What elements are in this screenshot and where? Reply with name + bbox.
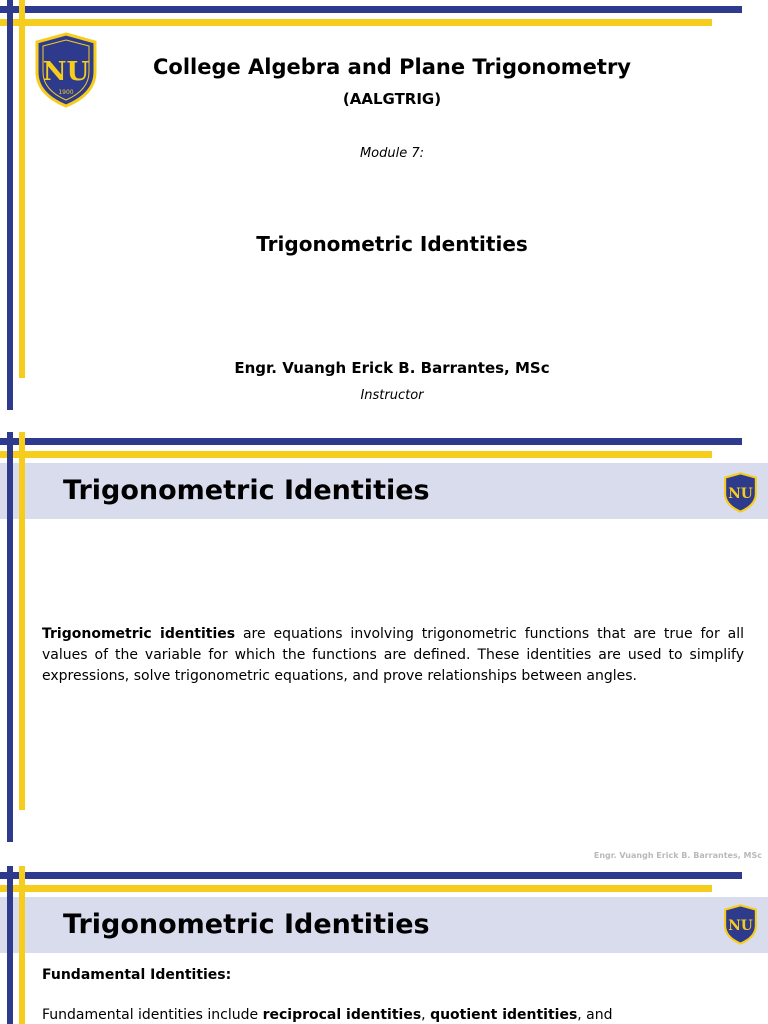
definition-slide	[0, 432, 768, 860]
left-navy-stripe	[7, 432, 13, 842]
quotient-term: quotient identities	[430, 1007, 578, 1023]
intro-end: , and	[577, 1007, 613, 1023]
topic-title: Trigonometric Identities	[256, 232, 528, 256]
left-gold-stripe	[19, 866, 25, 1024]
left-gold-stripe	[19, 432, 25, 810]
intro-paragraph	[42, 1007, 613, 1023]
top-gold-stripe	[0, 451, 712, 458]
seal-year: 1900	[58, 89, 74, 96]
intro-text: Fundamental identities include	[42, 1007, 263, 1023]
seal-letters: NU	[728, 485, 753, 502]
top-navy-stripe	[0, 872, 742, 879]
section-subtitle: Fundamental Identities:	[42, 967, 232, 983]
slide-title: Trigonometric Identities	[63, 909, 430, 940]
fundamental-identities-slide	[0, 866, 768, 1024]
author-role: Instructor	[360, 388, 424, 403]
slide-title: Trigonometric Identities	[63, 475, 430, 506]
definition-paragraph	[42, 624, 744, 687]
left-navy-stripe	[7, 0, 13, 410]
left-navy-stripe	[7, 866, 13, 1024]
top-gold-stripe	[0, 19, 712, 26]
reciprocal-term: reciprocal identities	[262, 1007, 422, 1023]
definition-text: are equations involving trigonometric functions that are true for all values of the variable for which the functions are defined. These identities are used to simplify expressions, solve trigonometric equations, and prove relationships between angles.	[42, 626, 744, 684]
author-name: Engr. Vuangh Erick B. Barrantes, MSc	[234, 359, 550, 377]
seal-letters: NU	[42, 57, 90, 87]
university-seal-icon	[723, 472, 758, 513]
course-title: College Algebra and Plane Trigonometry	[152, 55, 631, 79]
title-slide	[0, 0, 768, 410]
university-seal-icon	[723, 904, 758, 945]
course-code: (AALGTRIG)	[342, 90, 442, 108]
module-label: Module 7:	[359, 146, 425, 161]
top-navy-stripe	[0, 6, 742, 13]
intro-separator: ,	[421, 1007, 431, 1023]
definition-term: Trigonometric identities	[42, 626, 236, 642]
footer-author: Engr. Vuangh Erick B. Barrantes, MSc	[593, 851, 762, 860]
top-gold-stripe	[0, 885, 712, 892]
top-navy-stripe	[0, 438, 742, 445]
seal-letters: NU	[728, 917, 753, 934]
